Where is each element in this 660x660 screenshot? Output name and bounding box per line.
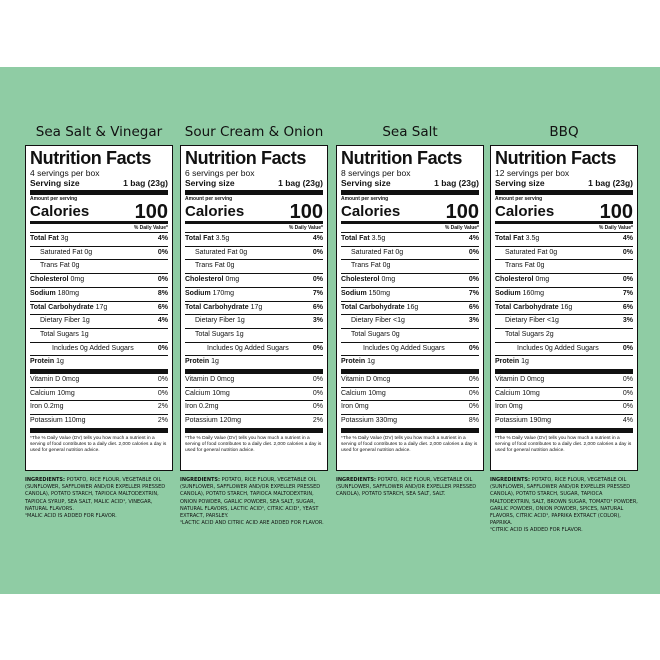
amount-per-serving: Amount per serving — [341, 196, 389, 202]
daily-value-header: % Daily Value* — [341, 224, 479, 233]
nutrient-percent: 6% — [157, 303, 168, 311]
nutrient-row — [341, 233, 479, 247]
nutrient-percent: 3% — [622, 317, 633, 325]
nutrient-amount: 1g — [521, 358, 529, 366]
nutrient-row — [185, 356, 323, 374]
nutrient-percent: 4% — [468, 235, 479, 242]
nutrient-row — [341, 260, 479, 274]
nutrient-row — [30, 343, 168, 357]
nutrient-row — [185, 288, 323, 302]
nutrient-row — [495, 356, 633, 374]
nutrient-row — [30, 288, 168, 302]
nutrient-name: Trans Fat — [195, 262, 225, 270]
nutrient-name: Cholesterol — [185, 276, 224, 284]
nutrient-percent: 0% — [622, 276, 633, 284]
daily-value-footnote: *The % Daily Value (DV) tells you how much a nutrient in a serving of food contributes to a daily diet. 2,000 calories a day is used for general nutrition advice. — [30, 435, 167, 453]
nutrient-amount: <1g — [547, 317, 559, 325]
nutrient-row — [495, 302, 633, 316]
serving-size-value: 1 bag (23g) — [123, 178, 168, 188]
nutrient-amount: 0g — [382, 262, 391, 270]
nutrition-label — [180, 145, 328, 471]
nutrient-row — [30, 233, 168, 247]
nutrient-name: Dietary Fiber — [351, 317, 392, 325]
nutrient-row — [185, 343, 323, 357]
nutrient-amount: 1g — [235, 330, 244, 338]
vitamin-row — [185, 415, 323, 433]
calories-label: Calories — [495, 203, 555, 220]
nutrient-row — [30, 247, 168, 261]
nutrient-percent: 0% — [622, 248, 633, 256]
nutrient-name: Protein — [30, 358, 55, 366]
serving-size-row — [30, 178, 168, 195]
nutrition-label — [25, 145, 173, 471]
nutrient-amount: 0g — [391, 330, 400, 338]
ingredients-block — [336, 477, 484, 499]
nutrient-percent: 6% — [312, 303, 323, 311]
daily-value-header: % Daily Value* — [30, 224, 168, 233]
vitamin-percent: 0% — [468, 389, 479, 397]
nutrient-percent: 4% — [622, 235, 633, 242]
vitamin-row — [30, 374, 168, 388]
nutrient-amount: 16g — [406, 303, 419, 311]
daily-value-header: % Daily Value* — [495, 224, 633, 233]
flavor-title: Sour Cream & Onion — [184, 124, 324, 140]
servings-per-box: 6 servings per box — [185, 168, 255, 178]
ingredients-block — [490, 477, 638, 535]
vitamin-row — [341, 415, 479, 433]
nutrient-amount: 150mg — [368, 289, 391, 297]
vitamin-percent: 0% — [622, 389, 633, 397]
nutrient-percent: 6% — [622, 303, 633, 311]
vitamin-percent: 0% — [622, 403, 633, 411]
panel-bbq — [490, 124, 638, 535]
serving-size-value: 1 bag (23g) — [434, 178, 479, 188]
nutrient-amount: 3g — [60, 235, 69, 242]
nutrient-row — [495, 233, 633, 247]
nutrient-name: Total Sugars — [505, 330, 544, 338]
nutrient-amount: 16g — [560, 303, 573, 311]
flavor-title: Sea Salt & Vinegar — [35, 124, 163, 140]
daily-value-footnote: *The % Daily Value (DV) tells you how much a nutrient in a serving of food contributes to a daily diet. 2,000 calories a day is used for general nutrition advice. — [185, 435, 322, 453]
nutrient-row — [185, 315, 323, 329]
calories-value: 100 — [599, 201, 633, 223]
vitamin-percent: 0% — [468, 376, 479, 384]
vitamin-row — [495, 401, 633, 415]
nutrient-percent: 0% — [157, 344, 168, 352]
vitamin-name: Iron 0.2mg — [30, 403, 64, 411]
nutrient-amount: 3.5g — [215, 235, 230, 242]
ingredients-text: POTATO, RICE FLOUR, VEGETABLE OIL (SUNFLOWER, SAFFLOWER AND/OR EXPELLER PRESSED CANOLA), POTATO STARCH, SEA SALT, SALT. — [336, 477, 477, 498]
nutrient-name: Sodium — [30, 289, 56, 297]
flavor-title: Sea Salt — [382, 124, 438, 140]
vitamin-row — [495, 374, 633, 388]
serving-size-row — [495, 178, 633, 195]
nutrient-amount: 0g — [84, 248, 93, 256]
nutrient-percent: 0% — [157, 276, 168, 284]
calories-value: 100 — [134, 201, 168, 223]
calories-label: Calories — [185, 203, 245, 220]
nutrient-amount: 160mg — [522, 289, 545, 297]
nutrient-row — [341, 356, 479, 374]
vitamin-row — [30, 415, 168, 433]
nutrient-amount: 0mg — [70, 276, 85, 284]
nutrient-percent: 8% — [157, 289, 168, 297]
nutrient-row — [495, 329, 633, 343]
nutrient-name: Total Carbohydrate — [30, 303, 94, 311]
serving-size-value: 1 bag (23g) — [278, 178, 323, 188]
nutrient-percent: 7% — [468, 289, 479, 297]
nutrient-amount: 180mg — [57, 289, 80, 297]
nutrient-amount: 0g — [536, 262, 545, 270]
vitamin-name: Iron 0.2mg — [185, 403, 219, 411]
ingredients-note: ¹CITRIC ACID IS ADDED FOR FLAVOR. — [490, 527, 583, 534]
nutrient-row — [341, 329, 479, 343]
nutrient-row — [341, 315, 479, 329]
serving-size-row — [341, 178, 479, 195]
nutrient-row — [185, 260, 323, 274]
vitamin-name: Potassium 120mg — [185, 417, 242, 425]
servings-per-box: 8 servings per box — [341, 168, 411, 178]
calories-value: 100 — [289, 201, 323, 223]
nutrient-percent: 0% — [312, 248, 323, 256]
ingredients-label: INGREDIENTS: — [490, 477, 531, 483]
serving-size-label: Serving size — [30, 178, 80, 188]
nutrient-row — [185, 233, 323, 247]
vitamin-percent: 8% — [468, 417, 479, 425]
nutrition-facts-heading: Nutrition Facts — [185, 148, 307, 168]
nutrient-name: Cholesterol — [495, 276, 534, 284]
nutrient-name: Saturated Fat — [505, 248, 548, 256]
nutrient-name: Trans Fat — [40, 262, 70, 270]
vitamin-percent: 0% — [312, 403, 323, 411]
vitamin-row — [30, 388, 168, 402]
amount-per-serving: Amount per serving — [30, 196, 78, 202]
nutrient-row — [495, 247, 633, 261]
nutrient-amount: 0g — [226, 262, 235, 270]
vitamin-name: Calcium 10mg — [495, 389, 540, 397]
nutrient-percent: 0% — [468, 344, 479, 352]
nutrient-percent: 4% — [312, 235, 323, 242]
nutrient-row — [30, 260, 168, 274]
nutrient-amount: 0mg — [225, 276, 240, 284]
nutrient-amount: 1g — [82, 317, 90, 325]
vitamin-row — [185, 388, 323, 402]
nutrient-amount: 1g — [56, 358, 64, 366]
vitamin-name: Calcium 10mg — [30, 389, 75, 397]
ingredients-text: POTATO, RICE FLOUR, VEGETABLE OIL (SUNFLOWER, SAFFLOWER AND/OR EXPELLER PRESSED CANOLA), POTATO STARCH, TAPIOCA MALTODEXTRIN, TAPIOCA SYRUP, SEA SALT, MALIC ACID¹, VINEGAR, NATURAL FLAVORS. — [25, 477, 166, 512]
nutrition-facts-heading: Nutrition Facts — [30, 148, 152, 168]
panel-sea-salt — [336, 124, 484, 499]
vitamin-row — [341, 401, 479, 415]
nutrient-row — [185, 329, 323, 343]
vitamin-percent: 0% — [157, 376, 168, 384]
vitamin-percent: 0% — [622, 376, 633, 384]
nutrient-amount: 170mg — [212, 289, 235, 297]
nutrient-row — [185, 274, 323, 288]
nutrient-percent: 4% — [157, 235, 168, 242]
nutrient-name: Trans Fat — [351, 262, 381, 270]
vitamin-percent: 2% — [157, 417, 168, 425]
nutrient-percent: 0% — [468, 248, 479, 256]
vitamin-percent: 4% — [622, 417, 633, 425]
ingredients-note: ¹MALIC ACID IS ADDED FOR FLAVOR. — [25, 513, 117, 520]
vitamin-percent: 0% — [312, 376, 323, 384]
nutrient-percent: 3% — [468, 317, 479, 325]
nutrient-name: Total Fat — [341, 235, 370, 242]
daily-value-footnote: *The % Daily Value (DV) tells you how much a nutrient in a serving of food contributes to a daily diet. 2,000 calories a day is used for general nutrition advice. — [495, 435, 632, 453]
vitamin-row — [341, 374, 479, 388]
nutrient-name: Cholesterol — [30, 276, 69, 284]
nutrient-name: Total Sugars — [40, 330, 79, 338]
vitamin-row — [185, 374, 323, 388]
calories-row — [495, 203, 633, 224]
nutrient-name: Sodium — [495, 289, 521, 297]
daily-value-footnote: *The % Daily Value (DV) tells you how much a nutrient in a serving of food contributes to a daily diet. 2,000 calories a day is used for general nutrition advice. — [341, 435, 478, 453]
nutrient-row — [341, 343, 479, 357]
nutrient-name: Dietary Fiber — [505, 317, 546, 325]
ingredients-text: POTATO, RICE FLOUR, VEGETABLE OIL (SUNFLOWER, SAFFLOWER AND/OR EXPELLER PRESSED CANOLA), POTATO STARCH, SUGAR, TAPIOCA MALTODEXTRIN, SALT, BROWN SUGAR, TOMATO¹ POWDER, GARLIC POWDER, ONION POWDER, SPICES, NATURAL FLAVORS, CITRIC ACID¹, PAPRIKA EXTRACT (COLOR), PAPRIKA. — [490, 477, 638, 527]
nutrient-percent: 0% — [312, 276, 323, 284]
vitamin-name: Calcium 10mg — [185, 389, 230, 397]
vitamin-name: Potassium 110mg — [30, 417, 86, 425]
nutrient-amount: 3.5g — [525, 235, 540, 242]
nutrient-percent: 3% — [312, 317, 323, 325]
serving-size-row — [185, 178, 323, 195]
vitamin-name: Vitamin D 0mcg — [185, 376, 235, 384]
nutrient-percent: 7% — [312, 289, 323, 297]
nutrient-name: Total Sugars — [351, 330, 390, 338]
nutrient-name: Total Fat — [495, 235, 524, 242]
nutrient-name: Includes 0g Added Sugars — [207, 344, 289, 352]
nutrient-row — [30, 315, 168, 329]
nutrient-percent: 0% — [468, 276, 479, 284]
serving-size-label: Serving size — [185, 178, 235, 188]
servings-per-box: 12 servings per box — [495, 168, 570, 178]
nutrient-row — [341, 274, 479, 288]
nutrient-amount: 1g — [80, 330, 89, 338]
nutrient-row — [30, 356, 168, 374]
vitamin-name: Vitamin D 0mcg — [30, 376, 80, 384]
vitamin-name: Potassium 190mg — [495, 417, 552, 425]
vitamin-name: Potassium 330mg — [341, 417, 398, 425]
nutrient-name: Total Fat — [185, 235, 214, 242]
nutrient-name: Protein — [495, 358, 520, 366]
nutrient-row — [341, 247, 479, 261]
nutrient-name: Total Sugars — [195, 330, 234, 338]
vitamin-row — [185, 401, 323, 415]
nutrient-name: Saturated Fat — [351, 248, 394, 256]
nutrition-facts-heading: Nutrition Facts — [341, 148, 463, 168]
nutrient-name: Saturated Fat — [40, 248, 83, 256]
vitamin-row — [30, 401, 168, 415]
calories-row — [30, 203, 168, 224]
vitamin-name: Iron 0mg — [495, 403, 523, 411]
vitamin-percent: 0% — [468, 403, 479, 411]
nutrient-row — [30, 274, 168, 288]
nutrient-amount: 17g — [95, 303, 108, 311]
nutrient-name: Protein — [185, 358, 210, 366]
vitamin-name: Iron 0mg — [341, 403, 369, 411]
ingredients-block — [25, 477, 173, 520]
serving-size-label: Serving size — [341, 178, 391, 188]
panel-sour-cream-onion — [180, 124, 328, 527]
nutrient-name: Saturated Fat — [195, 248, 238, 256]
nutrient-amount: 1g — [367, 358, 375, 366]
calories-row — [341, 203, 479, 224]
nutrient-name: Trans Fat — [505, 262, 535, 270]
nutrient-name: Dietary Fiber — [40, 317, 81, 325]
nutrient-name: Protein — [341, 358, 366, 366]
nutrient-percent: 0% — [622, 344, 633, 352]
nutrient-percent: 6% — [468, 303, 479, 311]
ingredients-label: INGREDIENTS: — [180, 477, 221, 483]
vitamin-percent: 0% — [312, 389, 323, 397]
nutrient-amount: 1g — [211, 358, 219, 366]
nutrient-amount: 0g — [549, 248, 558, 256]
vitamin-row — [495, 388, 633, 402]
nutrient-row — [185, 247, 323, 261]
calories-label: Calories — [341, 203, 401, 220]
nutrient-name: Includes 0g Added Sugars — [52, 344, 134, 352]
vitamin-row — [495, 415, 633, 433]
nutrient-name: Dietary Fiber — [195, 317, 236, 325]
vitamin-percent: 0% — [157, 389, 168, 397]
nutrient-row — [495, 315, 633, 329]
nutrient-row — [341, 288, 479, 302]
nutrient-row — [30, 302, 168, 316]
vitamin-name: Vitamin D 0mcg — [495, 376, 545, 384]
nutrition-label — [490, 145, 638, 471]
nutrient-name: Total Carbohydrate — [495, 303, 559, 311]
panel-sea-salt-vinegar — [25, 124, 173, 520]
nutrient-amount: 17g — [250, 303, 263, 311]
nutrient-name: Total Carbohydrate — [341, 303, 405, 311]
vitamin-row — [341, 388, 479, 402]
nutrient-amount: <1g — [393, 317, 405, 325]
nutrient-row — [495, 288, 633, 302]
nutrient-row — [495, 343, 633, 357]
vitamin-name: Calcium 10mg — [341, 389, 386, 397]
daily-value-header: % Daily Value* — [185, 224, 323, 233]
flavor-title: BBQ — [549, 124, 579, 140]
nutrient-name: Sodium — [185, 289, 211, 297]
calories-label: Calories — [30, 203, 90, 220]
nutrient-amount: 1g — [237, 317, 245, 325]
serving-size-label: Serving size — [495, 178, 545, 188]
nutrient-amount: 3.5g — [371, 235, 386, 242]
servings-per-box: 4 servings per box — [30, 168, 100, 178]
ingredients-note: ¹LACTIC ACID AND CITRIC ACID ARE ADDED FOR FLAVOR. — [180, 520, 324, 527]
ingredients-label: INGREDIENTS: — [336, 477, 377, 483]
nutrient-amount: 0g — [239, 248, 248, 256]
nutrition-facts-heading: Nutrition Facts — [495, 148, 617, 168]
nutrient-amount: 0g — [71, 262, 80, 270]
nutrient-amount: 0g — [395, 248, 404, 256]
amount-per-serving: Amount per serving — [495, 196, 543, 202]
vitamin-percent: 2% — [312, 417, 323, 425]
nutrient-row — [495, 274, 633, 288]
nutrient-amount: 0mg — [535, 276, 550, 284]
nutrient-name: Includes 0g Added Sugars — [363, 344, 445, 352]
vitamin-percent: 2% — [157, 403, 168, 411]
nutrition-label — [336, 145, 484, 471]
calories-value: 100 — [445, 201, 479, 223]
nutrient-row — [30, 329, 168, 343]
nutrient-percent: 0% — [312, 344, 323, 352]
nutrient-name: Total Carbohydrate — [185, 303, 249, 311]
ingredients-block — [180, 477, 328, 527]
nutrient-row — [185, 302, 323, 316]
serving-size-value: 1 bag (23g) — [588, 178, 633, 188]
nutrient-amount: 0mg — [381, 276, 396, 284]
nutrient-name: Total Fat — [30, 235, 59, 242]
amount-per-serving: Amount per serving — [185, 196, 233, 202]
nutrient-name: Cholesterol — [341, 276, 380, 284]
calories-row — [185, 203, 323, 224]
nutrient-name: Includes 0g Added Sugars — [517, 344, 599, 352]
nutrient-row — [341, 302, 479, 316]
vitamin-name: Vitamin D 0mcg — [341, 376, 391, 384]
nutrient-percent: 0% — [157, 248, 168, 256]
ingredients-text: POTATO, RICE FLOUR, VEGETABLE OIL (SUNFLOWER, SAFFLOWER AND/OR EXPELLER PRESSED CANOLA), POTATO STARCH, TAPIOCA MALTODEXTRIN, ONION POWDER, GARLIC POWDER, SEA SALT, SUGAR, NATURAL FLAVORS, LACTIC ACID¹, CITRIC ACID¹, YEAST EXTRACT, PARSLEY. — [180, 477, 321, 520]
nutrient-percent: 7% — [622, 289, 633, 297]
nutrient-percent: 4% — [157, 317, 168, 325]
nutrient-amount: 2g — [545, 330, 554, 338]
nutrient-row — [495, 260, 633, 274]
nutrient-name: Sodium — [341, 289, 367, 297]
ingredients-label: INGREDIENTS: — [25, 477, 66, 483]
